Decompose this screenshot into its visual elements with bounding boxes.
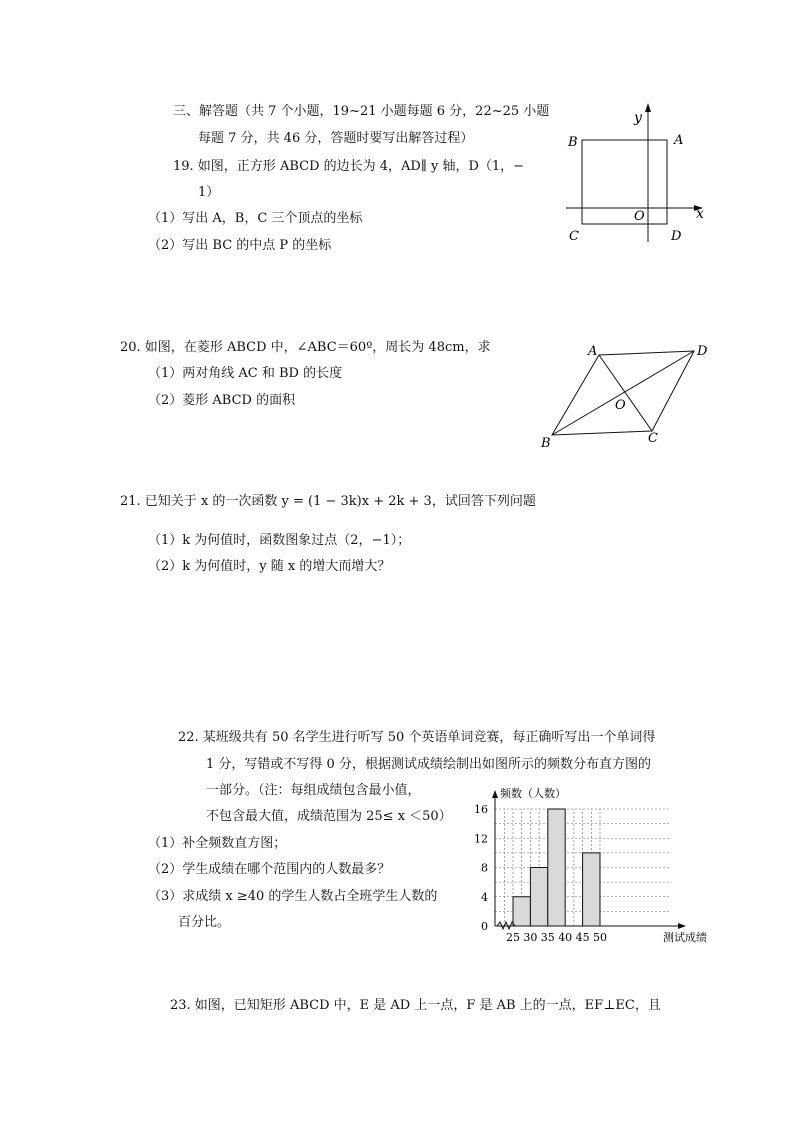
label-B: B <box>541 436 551 451</box>
y-axis-arrow <box>645 103 651 112</box>
x-tick-label: 45 <box>575 931 590 944</box>
y-tick-label: 0 <box>481 920 488 933</box>
label-D: D <box>697 344 708 359</box>
label-y: y <box>634 110 642 126</box>
q19-stem: 19. 如图，正方形 ABCD 的边长为 4，AD∥ y 轴，D（1，− <box>173 159 525 174</box>
square-abcd <box>582 140 667 224</box>
section-heading-cont: 每题 7 分，共 46 分，答题时要写出解答过程） <box>198 131 474 146</box>
label-D: D <box>671 229 682 244</box>
q22-sub3-cont: 百分比。 <box>178 915 231 930</box>
q20-stem: 20. 如图，在菱形 ABCD 中，∠ABC＝60º，周长为 48cm，求 <box>120 340 491 355</box>
y-axis-label: 频数（人数） <box>500 787 566 800</box>
q20-sub1: （1）两对角线 AC 和 BD 的长度 <box>148 366 343 381</box>
q22-sub3: （3）求成绩 x ≥40 的学生人数占全班学生人数的 <box>148 889 438 904</box>
y-tick-label: 12 <box>474 832 488 846</box>
q21-stem: 21. 已知关于 x 的一次函数 y = (1 − 3k)x + 2k + 3，试回答下列问题 <box>120 494 536 509</box>
q22-sub1: （1）补全频数直方图； <box>148 836 287 851</box>
x-tick-label: 35 <box>540 931 555 944</box>
histogram-bar-25-30 <box>513 897 530 926</box>
q22-stem: 22. 某班级共有 50 名学生进行听写 50 个英语单词竞赛，每正确听写出一个单词得 <box>178 730 656 745</box>
q19-figure <box>560 100 710 250</box>
label-A: A <box>674 133 684 148</box>
y-tick-layer <box>474 803 488 933</box>
q20-sub2: （2）菱形 ABCD 的面积 <box>148 393 296 408</box>
label-C: C <box>648 431 658 446</box>
label-B: B <box>568 135 578 150</box>
q22-stem-2: 1 分，写错或不写得 0 分，根据测试成绩绘制出如图所示的频数分布直方图的 <box>206 757 651 772</box>
q22-stem-3: 一部分。（注：每组成绩包含最小值， <box>206 783 421 798</box>
y-axis-arrow <box>492 790 498 798</box>
x-tick-layer <box>506 931 607 944</box>
y-tick-label: 4 <box>481 890 488 904</box>
x-tick-label: 30 <box>523 931 538 944</box>
q22-stem-4: 不包含最大值，成绩范围为 25≤ x ＜50） <box>206 809 452 824</box>
label-A: A <box>588 344 598 359</box>
diagonal-ac <box>599 355 652 431</box>
diagonal-bd <box>552 351 694 435</box>
histogram-bar-35-40 <box>548 809 565 926</box>
x-tick-label: 25 <box>506 931 520 944</box>
q22-sub2: （2）学生成绩在哪个范围内的人数最多？ <box>148 862 391 877</box>
q23-stem: 23. 如图，已知矩形 ABCD 中，E 是 AD 上一点，F 是 AB 上的一点，EF⊥EC，且 <box>170 998 661 1013</box>
frequency-histogram <box>460 785 720 945</box>
q19-sub2: （2）写出 BC 的中点 P 的坐标 <box>148 238 332 253</box>
q19-sub1: （1）写出 A，B，C 三个顶点的坐标 <box>148 211 363 226</box>
y-tick-label: 16 <box>474 803 488 816</box>
bar-layer <box>513 809 600 926</box>
x-axis-arrow <box>678 923 686 929</box>
x-tick-label: 40 <box>558 931 573 944</box>
q20-figure <box>535 338 715 453</box>
q21-sub2: （2）k 为何值时，y 随 x 的增大而增大？ <box>148 559 391 574</box>
histogram-bar-30-35 <box>530 868 547 927</box>
section-heading: 三、解答题（共 7 个小题，19~21 小题每题 6 分，22~25 小题 <box>173 104 550 119</box>
q19-stem-cont: 1） <box>198 185 220 200</box>
label-x: x <box>696 206 704 222</box>
x-tick-label: 50 <box>593 931 607 944</box>
y-tick-label: 8 <box>481 861 488 875</box>
x-axis-label: 测试成绩 <box>663 931 707 944</box>
histogram-bar-45-50 <box>583 853 600 926</box>
q21-sub1: （1）k 为何值时，函数图象过点（2，−1）； <box>148 533 411 548</box>
label-O: O <box>634 209 645 224</box>
label-C: C <box>569 229 579 244</box>
label-O: O <box>615 398 626 413</box>
